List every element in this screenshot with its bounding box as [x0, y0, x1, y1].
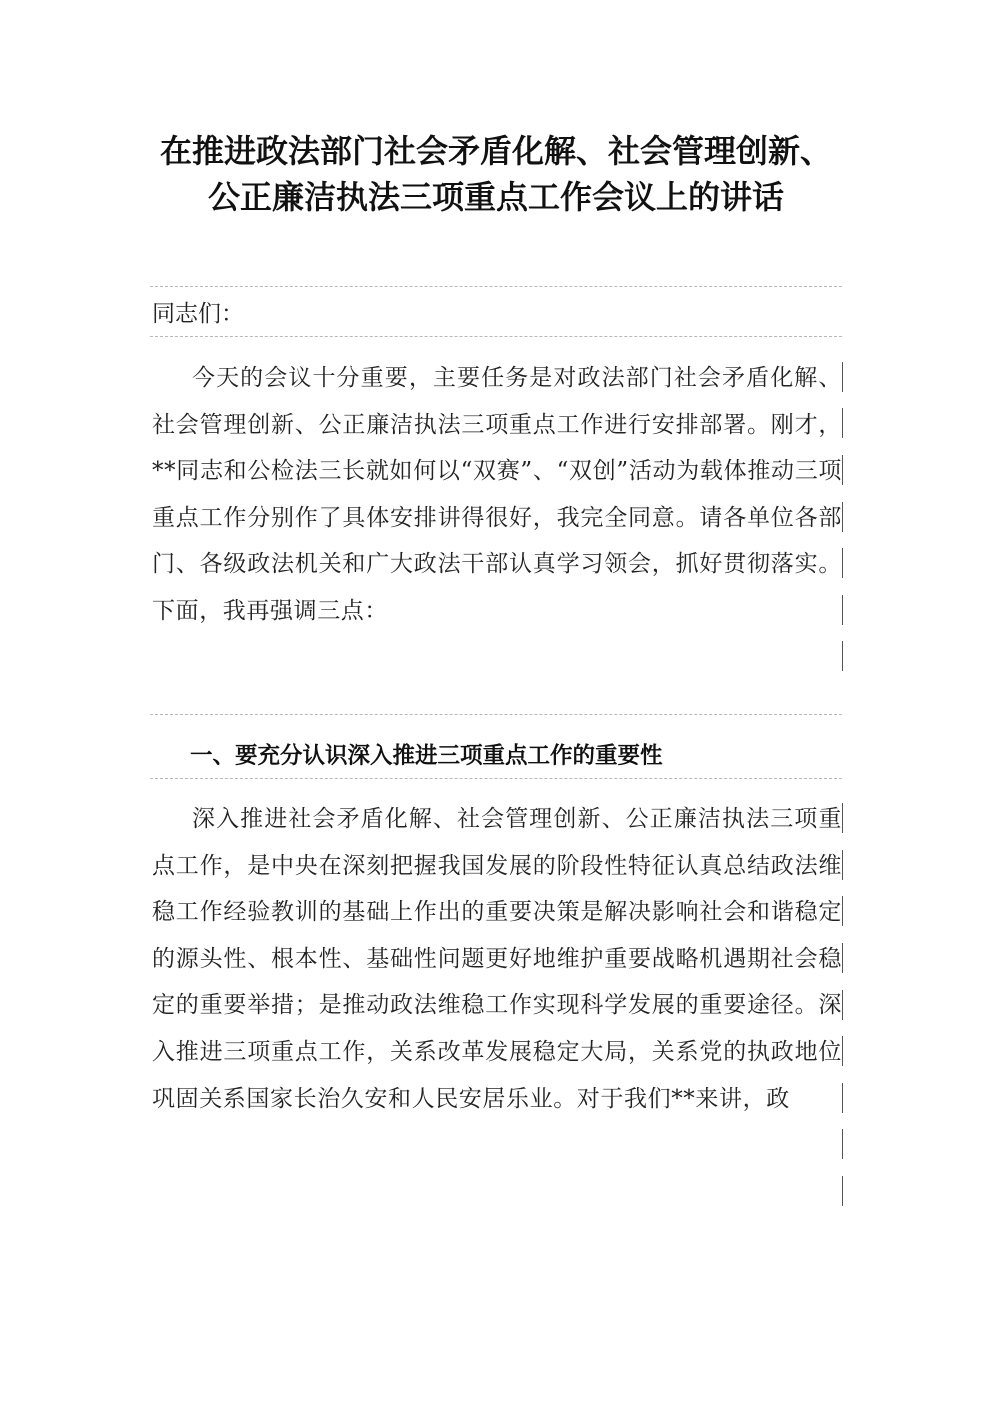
margin-mark: [842, 408, 843, 438]
margin-mark: [842, 502, 843, 532]
margin-mark: [842, 1129, 843, 1159]
section-heading: 一、要充分认识深入推进三项重点工作的重要性: [190, 743, 663, 769]
divider-line: [150, 336, 842, 337]
paragraph-intro: 今天的会议十分重要，主要任务是对政法部门社会矛盾化解、社会管理创新、公正廉洁执法三项重点工作进行安排部署。刚才，**同志和公检法三长就如何以“双赛”、“双创”活动为载体推动三项重点工作分别作了具体安排讲得很好，我完全同意。请各单位各部门、各级政法机关和广大政法干部认真学习领会，抓好贯彻落实。下面，我再强调三点：: [152, 365, 842, 624]
margin-mark: [842, 1036, 843, 1066]
margin-mark: [842, 641, 843, 671]
margin-mark: [842, 595, 843, 625]
margin-mark: [842, 850, 843, 880]
margin-mark: [842, 455, 843, 485]
document-title: 在推进政法部门社会矛盾化解、社会管理创新、公正廉洁执法三项重点工作会议上的讲话: [159, 132, 832, 216]
divider-line: [150, 778, 842, 779]
paragraph-importance: 深入推进社会矛盾化解、社会管理创新、公正廉洁执法三项重点工作，是中央在深刻把握我国发展的阶段性特征认真总结政法维稳工作经验教训的基础上作出的重要决策是解决影响社会和谐稳定的源头性、根本性、基础性问题更好地维护重要战略机遇期社会稳定的重要举措；是推动政法维稳工作实现科学发展的重要途径。深入推进三项重点工作，关系改革发展稳定大局，关系党的执政地位巩固关系国家长治久安和人民安居乐业。对于我们**来讲，政: [152, 806, 842, 1112]
margin-mark: [842, 990, 843, 1020]
divider-line: [150, 286, 842, 287]
margin-mark: [842, 548, 843, 578]
divider-line: [150, 714, 842, 715]
margin-mark: [842, 1083, 843, 1113]
margin-mark: [842, 362, 843, 392]
margin-mark: [842, 943, 843, 973]
margin-mark: [842, 896, 843, 926]
salutation: 同志们：: [152, 301, 244, 327]
margin-mark: [842, 1176, 843, 1206]
margin-mark: [842, 803, 843, 833]
